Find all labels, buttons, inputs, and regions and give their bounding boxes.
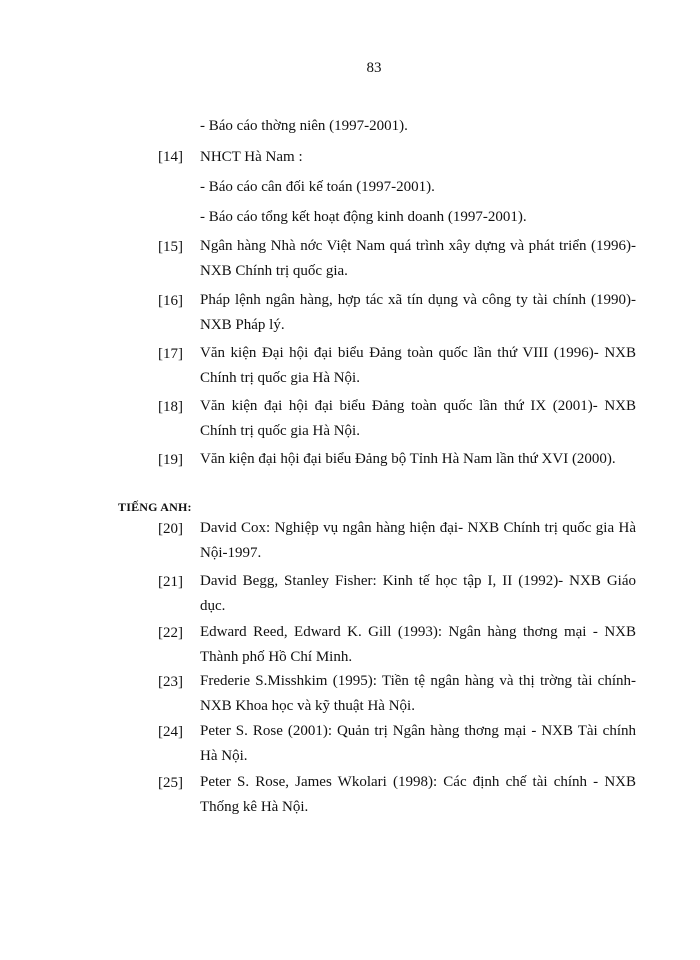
reference-number: [25] bbox=[158, 775, 183, 791]
reference-text: Peter S. Rose, James Wkolari (1998): Các định chế tài chính - NXB Thống kê Hà Nội. bbox=[200, 774, 636, 815]
reference-number: [16] bbox=[158, 293, 183, 309]
reference-text: Pháp lệnh ngân hàng, hợp tác xã tín dụng và công ty tài chính (1990)- NXB Pháp lý. bbox=[200, 292, 636, 333]
reference-sub-item: - Báo cáo tổng kết hoạt động kinh doanh (1997-2001). bbox=[200, 209, 527, 225]
reference-number: [17] bbox=[158, 346, 183, 362]
reference-text: Văn kiện đại hội đại biểu Đảng bộ Tỉnh Hà Nam lần thứ XVI (2000). bbox=[200, 451, 616, 467]
page-number: 83 bbox=[366, 60, 382, 76]
reference-number: [23] bbox=[158, 674, 183, 690]
reference-number: [20] bbox=[158, 521, 183, 537]
reference-text: Edward Reed, Edward K. Gill (1993): Ngân hàng thơng mại - NXB Thành phố Hồ Chí Minh. bbox=[200, 624, 636, 665]
reference-text: Ngân hàng Nhà nớc Việt Nam quá trình xây dựng và phát triển (1996)- NXB Chính trị quốc gia. bbox=[200, 238, 636, 279]
reference-number: [15] bbox=[158, 239, 183, 255]
reference-number: [21] bbox=[158, 574, 183, 590]
reference-text: David Begg, Stanley Fisher: Kinh tế học tập I, II (1992)- NXB Giáo dục. bbox=[200, 573, 636, 614]
reference-number: [18] bbox=[158, 399, 183, 415]
reference-number: [22] bbox=[158, 625, 183, 641]
reference-number: [14] bbox=[158, 149, 183, 165]
reference-number: [19] bbox=[158, 452, 183, 468]
reference-number: [24] bbox=[158, 724, 183, 740]
reference-text: NHCT Hà Nam : bbox=[200, 149, 303, 165]
reference-text: Văn kiện Đại hội đại biểu Đảng toàn quốc lần thứ VIII (1996)- NXB Chính trị quốc gia Hà Nội. bbox=[200, 345, 636, 386]
reference-text: Frederie S.Misshkim (1995): Tiền tệ ngân hàng và thị trờng tài chính- NXB Khoa học và kỹ thuật Hà Nội. bbox=[200, 673, 636, 714]
reference-text: Văn kiện đại hội đại biểu Đảng toàn quốc lần thứ IX (2001)- NXB Chính trị quốc gia Hà Nội. bbox=[200, 398, 636, 439]
reference-text: Peter S. Rose (2001): Quản trị Ngân hàng thơng mại - NXB Tài chính Hà Nội. bbox=[200, 723, 636, 764]
reference-text: David Cox: Nghiệp vụ ngân hàng hiện đại- NXB Chính trị quốc gia Hà Nội-1997. bbox=[200, 520, 636, 561]
section-heading: TIẾNG ANH: bbox=[118, 500, 192, 514]
reference-sub-item: - Báo cáo cân đối kế toán (1997-2001). bbox=[200, 179, 435, 195]
reference-sub-item: - Báo cáo thờng niên (1997-2001). bbox=[200, 118, 408, 134]
